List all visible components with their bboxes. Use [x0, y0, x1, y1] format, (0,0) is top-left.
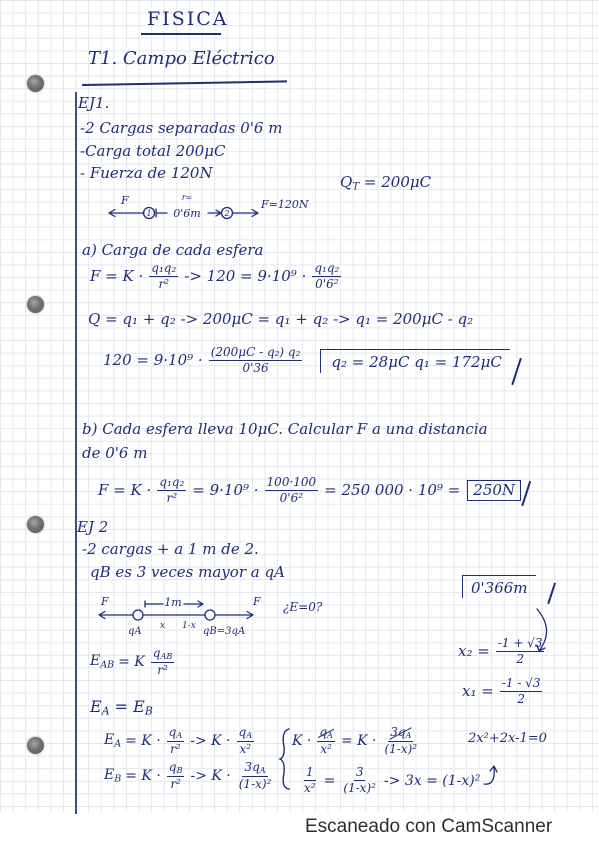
fraction-denominator: (1-x)²: [343, 781, 376, 796]
distance-left-tick: [156, 209, 167, 217]
answer-box: 0'366m: [462, 575, 536, 598]
subject-underline: [141, 33, 221, 35]
part-b-eq-lhs: F = K ·: [98, 481, 152, 500]
charge-letter: q: [168, 760, 177, 774]
fraction-numerator: q₁q₂: [312, 262, 341, 277]
fraction-numerator: q₁q₂: [157, 476, 186, 491]
exercise-1-label: EJ1.: [78, 94, 110, 112]
rest-distance-label: 1-x: [182, 621, 196, 631]
force-eq-lhs: F = K ·: [90, 267, 144, 286]
solve-equation: [103, 346, 510, 375]
balance-fraction-1: [317, 726, 335, 756]
force-eq-arrow: -> 120 = 9·10⁹ ·: [184, 267, 307, 286]
field-subscript: B: [144, 704, 153, 718]
field-subscript: AB: [100, 659, 115, 671]
fraction-numerator: [237, 726, 255, 742]
part-b-eq-mid: = 9·10⁹ ·: [192, 481, 259, 500]
exercise-2-answer: [462, 580, 536, 597]
charge-a-circle: [133, 610, 143, 620]
charge-a-label: qA: [128, 626, 142, 637]
reduced-arrow: -> 3x = (1-x)²: [383, 772, 481, 789]
fraction-denominator: 0'36: [242, 361, 269, 376]
charge-letter: 3q: [244, 760, 260, 774]
part-b-title-line1: b) Cada esfera lleva 10μC. Calcular F a una distancia: [82, 420, 488, 438]
field-subscript: A: [101, 704, 110, 718]
distance-label: 1m: [164, 596, 182, 609]
fraction-numerator: [167, 761, 185, 777]
punch-hole-2: [27, 296, 44, 313]
charge-subscript: A: [246, 730, 253, 741]
total-charge-equation: Q = q₁ + q₂ -> 200μC = q₁ + q₂ -> q₁ = 200μC - q₂: [88, 310, 474, 328]
charges-diagram-ej1: [100, 186, 322, 224]
total-charge-sub: T: [352, 181, 360, 193]
field-ab-mid: = K: [118, 654, 145, 671]
force-left-label: F: [121, 194, 129, 207]
field-b-mid: = K ·: [125, 768, 161, 785]
exercise-1-given-3: - Fuerza de 120N: [80, 164, 213, 182]
charges-diagram-ej2: [93, 592, 353, 640]
distance-label: 0'6m: [173, 207, 201, 220]
part-b-result-box: 250N: [467, 480, 521, 501]
part-b-equation: [98, 476, 521, 505]
fraction-denominator: x²: [320, 742, 332, 756]
force-eq-fraction-1: [149, 262, 178, 291]
balance-fraction-2: [382, 726, 419, 756]
equals-sign: =: [114, 697, 129, 716]
root-x2-lhs: x₂ =: [458, 642, 490, 661]
field-b-equation: [104, 761, 275, 791]
field-letter: E: [104, 766, 115, 783]
exercise-1-given-2: -Carga total 200μC: [80, 142, 226, 160]
fraction-denominator: 0'6²: [279, 491, 304, 506]
field-ab-symbol: [90, 653, 114, 671]
fraction-denominator: (1-x)²: [384, 742, 418, 756]
field-letter: E: [133, 697, 145, 716]
field-a-fraction-2: [237, 726, 255, 756]
scanner-watermark: Escaneado con CamScanner: [305, 816, 553, 837]
field-letter: E: [90, 697, 102, 716]
fraction-numerator: [167, 726, 185, 742]
fraction-denominator: x²: [239, 742, 252, 756]
force-right-arrow: [215, 612, 253, 619]
part-a-title: a) Carga de cada esfera: [82, 241, 264, 259]
charge-letter: 3q: [390, 725, 406, 739]
root-x1-fraction: [500, 677, 543, 706]
fraction-denominator: r²: [170, 777, 181, 791]
total-charge-value: = 200μC: [363, 173, 432, 191]
force-eq-fraction-2: [312, 262, 341, 291]
punch-hole-4: [27, 737, 44, 754]
field-letter: E: [104, 731, 115, 748]
distance-symbol: r=: [181, 193, 193, 202]
fraction-numerator: [151, 647, 175, 663]
subject-title: FISICA: [147, 8, 229, 30]
exercise-1-given-1: -2 Cargas separadas 0'6 m: [80, 119, 283, 137]
fraction-denominator: 2: [517, 692, 525, 707]
charge-letter: q: [152, 646, 161, 660]
total-charge-symbol: Q: [340, 173, 353, 191]
fraction-denominator: 0'6²: [315, 277, 339, 292]
total-charge: [340, 174, 431, 193]
balance-lhs: K ·: [292, 733, 312, 750]
exercise-2-given-2: qB es 3 veces mayor a qA: [90, 563, 285, 581]
charge-subscript: B: [176, 765, 183, 776]
field-a-symbol: [104, 732, 121, 750]
field-a-mid: = K ·: [125, 733, 161, 750]
charge-subscript: A: [405, 730, 412, 741]
field-subscript: A: [114, 738, 122, 750]
force-right-arrow: [233, 210, 258, 217]
fraction-numerator: [388, 726, 413, 742]
reduced-fraction-2: [341, 766, 378, 795]
force-right-label: F: [253, 595, 261, 608]
force-right-label: F=120N: [261, 198, 309, 211]
cancelled-charge: [319, 726, 333, 740]
charge-b-label: qB=3qA: [203, 626, 246, 637]
charge-2-label: 2: [224, 209, 230, 218]
topic-title: T1. Campo Eléctrico: [88, 48, 275, 69]
balance-equals: = K ·: [340, 733, 377, 750]
field-b-fraction-1: [167, 761, 185, 791]
part-b-eq-tail: = 250 000 · 10⁹ =: [324, 481, 461, 500]
charge-b-circle: [205, 610, 215, 620]
fraction-denominator: r²: [166, 491, 178, 506]
charge-letter: q: [238, 725, 247, 739]
root-x1-lhs: x₁ =: [462, 682, 494, 701]
fraction-numerator: 100·100: [265, 476, 319, 491]
fraction-denominator: x²: [304, 781, 316, 796]
field-a-equation: [104, 726, 256, 756]
fraction-denominator: 2: [516, 652, 524, 667]
field-ab-equation: [90, 647, 176, 677]
solve-eq-fraction: [209, 346, 303, 375]
punch-hole-1: [27, 75, 44, 92]
field-b-arrow: -> K ·: [190, 768, 231, 785]
zero-field-question: ¿E=0?: [283, 600, 323, 614]
charge-letter: q: [319, 725, 328, 739]
part-b-fraction-1: [157, 476, 186, 505]
fraction-numerator: -1 - √3: [500, 677, 543, 692]
field-b-symbol: [104, 767, 121, 785]
curly-brace: [279, 727, 291, 791]
margin-line: [75, 92, 77, 814]
field-b-fraction-2: [237, 761, 274, 791]
force-left-arrow: [99, 612, 133, 619]
fraction-denominator: (1-x)²: [238, 777, 272, 791]
quadratic-equation: 2x²+2x-1=0: [468, 731, 547, 746]
reduced-equals: =: [323, 772, 336, 789]
field-letter: E: [90, 652, 101, 669]
fraction-numerator: 1: [304, 766, 316, 781]
punch-hole-3: [27, 516, 44, 533]
field-a-fraction-1: [167, 726, 185, 756]
charge-letter: q: [168, 725, 177, 739]
fraction-denominator: r²: [158, 277, 170, 292]
exercise-2-label: EJ 2: [77, 518, 109, 536]
field-equality: [90, 698, 153, 718]
fraction-numerator: 3: [354, 766, 366, 781]
charge-subscript: AB: [160, 651, 173, 662]
field-a-arrow: -> K ·: [190, 733, 231, 750]
charge-subscript: A: [327, 730, 333, 741]
part-a-result-box: q₂ = 28μC q₁ = 172μC: [320, 349, 509, 373]
charge-1-label: 1: [146, 209, 152, 218]
fraction-numerator: q₁q₂: [149, 262, 178, 277]
fraction-numerator: [242, 761, 267, 777]
x-distance-label: x: [160, 621, 166, 631]
charge-subscript: A: [259, 765, 266, 776]
fraction-denominator: r²: [157, 663, 168, 677]
exercise-2-given-1: -2 cargas + a 1 m de 2.: [82, 540, 259, 558]
part-b-fraction-2: [265, 476, 319, 505]
reduced-equation: [300, 766, 480, 795]
field-subscript: B: [114, 773, 122, 785]
force-left-arrow: [109, 210, 144, 217]
cancelled-charge: [390, 726, 411, 740]
root-x2-fraction: [496, 637, 545, 666]
part-b-title-line2: de 0'6 m: [82, 444, 148, 462]
fraction-numerator: -1 + √3: [496, 637, 545, 652]
root-x2: [458, 637, 546, 666]
fraction-numerator: [317, 726, 335, 742]
root-x1: [462, 677, 544, 706]
fraction-denominator: r²: [170, 742, 181, 756]
charge-subscript: A: [176, 730, 183, 741]
force-equation: [90, 262, 343, 291]
reduced-fraction-1: [302, 766, 318, 795]
fraction-numerator: (200μC - q₂) q₂: [209, 346, 303, 361]
force-left-label: F: [101, 595, 109, 608]
distance-right-arrow: [208, 210, 221, 216]
solve-eq-lhs: 120 = 9·10⁹ ·: [103, 351, 203, 370]
balance-equation: [292, 726, 421, 756]
field-ab-fraction: [151, 647, 175, 677]
hook-arrow: [482, 762, 500, 788]
